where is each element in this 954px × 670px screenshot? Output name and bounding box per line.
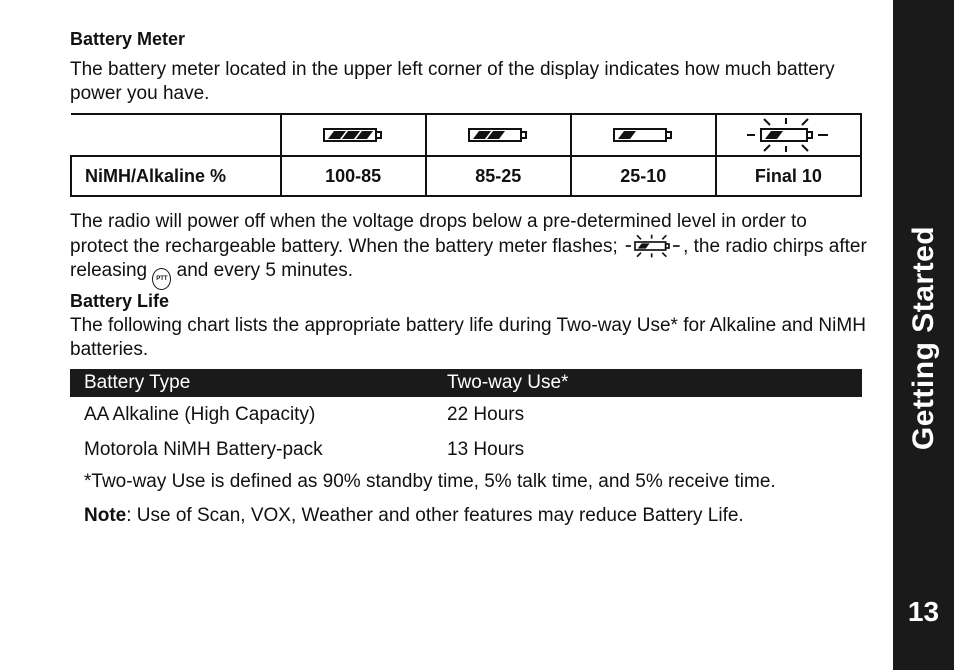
battery-full-icon bbox=[322, 125, 384, 145]
battery-meter-intro: The battery meter located in the upper left corner of the display indicates how much battery power you have. bbox=[70, 59, 835, 104]
battery-type-cell: Motorola NiMH Battery-pack bbox=[84, 438, 323, 460]
battery-life-table bbox=[70, 369, 862, 467]
meter-value: 85-25 bbox=[426, 156, 571, 196]
table-row bbox=[70, 397, 862, 432]
power-off-note: The radio will power off when the voltage drops below a pre-determined level in order to protect the rechargeable battery. When the battery meter flashes; , the radio chirps after releasing PTT and every 5 minutes. bbox=[70, 210, 870, 290]
meter-icon-cell bbox=[426, 114, 571, 156]
table-row bbox=[70, 432, 862, 467]
meter-value: Final 10 bbox=[716, 156, 861, 196]
battery-two-bars-icon bbox=[467, 125, 529, 145]
meter-value: 25-10 bbox=[571, 156, 716, 196]
column-header: Battery Type bbox=[84, 372, 191, 393]
battery-meter-table bbox=[70, 113, 862, 197]
battery-type-cell: AA Alkaline (High Capacity) bbox=[84, 403, 316, 425]
battery-flashing-icon bbox=[746, 117, 830, 153]
two-way-use-cell: 13 Hours bbox=[447, 438, 525, 460]
meter-value: 100-85 bbox=[281, 156, 426, 196]
note: Note: Use of Scan, VOX, Weather and other features may reduce Battery Life. bbox=[84, 505, 744, 526]
column-header: Two-way Use* bbox=[447, 372, 569, 393]
battery-one-bar-icon bbox=[612, 125, 674, 145]
battery-life-heading: Battery Life bbox=[70, 291, 170, 311]
table-corner bbox=[71, 114, 281, 156]
battery-flashing-icon bbox=[623, 234, 683, 258]
meter-icon-cell bbox=[281, 114, 426, 156]
two-way-use-cell: 22 Hours bbox=[447, 403, 525, 425]
battery-life-intro: The following chart lists the appropriate battery life during Two-way Use* for Alkaline and NiMH batteries. bbox=[70, 315, 866, 360]
battery-meter-heading: Battery Meter bbox=[70, 29, 186, 49]
meter-icon-cell bbox=[716, 114, 861, 156]
meter-icon-cell bbox=[571, 114, 716, 156]
ptt-button-icon: PTT bbox=[152, 268, 171, 290]
footnote: *Two-way Use is defined as 90% standby time, 5% talk time, and 5% receive time. bbox=[84, 471, 776, 492]
table-header-row bbox=[70, 369, 862, 397]
page-number: 13 bbox=[907, 596, 940, 627]
meter-row-label: NiMH/Alkaline % bbox=[71, 156, 281, 196]
sidebar-title: Getting Started bbox=[906, 225, 940, 451]
